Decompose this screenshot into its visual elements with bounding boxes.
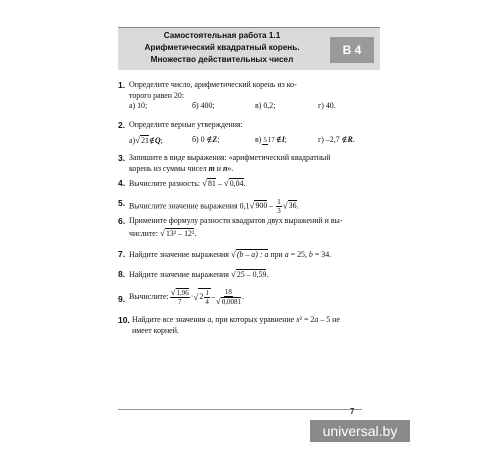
variant-badge: В 4 bbox=[330, 37, 374, 63]
task-body bbox=[129, 178, 380, 190]
task-body bbox=[129, 249, 380, 261]
numerator: 1 bbox=[277, 198, 281, 206]
task-number: 2. bbox=[118, 120, 126, 130]
punct: ; bbox=[217, 135, 220, 144]
denominator: 17 bbox=[267, 135, 275, 144]
set-symbol: R bbox=[347, 135, 353, 144]
task-body bbox=[129, 269, 380, 281]
text-part: = 34. bbox=[312, 250, 332, 259]
text-part: – 5 не bbox=[318, 315, 340, 324]
numerator: 18 bbox=[224, 288, 232, 296]
sqrt-sign: √ bbox=[249, 200, 255, 211]
task-text: Запишите в виде выражения: «арифметический квадратный bbox=[129, 153, 331, 162]
radicand bbox=[198, 288, 210, 306]
text-part: ² = 2 bbox=[299, 315, 315, 324]
task-text: Вычислите значение выражения 0,1 bbox=[129, 201, 250, 211]
task-text: Примените формулу разности квадратов двух выражений и вы- bbox=[129, 216, 343, 225]
task-number: 6. bbox=[118, 216, 126, 226]
task-text bbox=[129, 228, 380, 240]
page-number: 7 bbox=[350, 407, 355, 416]
denominator: 4 bbox=[205, 298, 209, 306]
task-text: торого равен 20: bbox=[129, 90, 185, 100]
fraction bbox=[216, 288, 241, 306]
sqrt-sign: √ bbox=[193, 291, 199, 302]
task-text: Найдите значение выражения bbox=[129, 250, 231, 259]
fraction bbox=[276, 198, 282, 215]
header-line: Арифметический квадратный корень. bbox=[144, 43, 300, 52]
punct: . bbox=[352, 135, 355, 144]
numerator bbox=[170, 288, 190, 298]
radicand: 900 bbox=[255, 201, 268, 211]
fraction bbox=[170, 288, 190, 306]
punct: ; bbox=[160, 135, 163, 145]
radicand: 1,96 bbox=[176, 289, 189, 297]
task-body bbox=[129, 120, 380, 146]
text-part: при bbox=[268, 250, 285, 259]
denominator bbox=[216, 297, 241, 306]
denominator: 7 bbox=[177, 298, 182, 306]
text-part: Найдите все значения bbox=[132, 315, 208, 324]
variable: n bbox=[222, 163, 228, 173]
sqrt-sign: √ bbox=[230, 249, 236, 259]
worksheet-header bbox=[118, 27, 380, 70]
task-number: 5. bbox=[118, 198, 126, 208]
option-a bbox=[129, 135, 192, 147]
variable: m bbox=[208, 163, 215, 173]
punct: . bbox=[296, 201, 299, 211]
numerator: 1 bbox=[205, 289, 209, 297]
fraction bbox=[204, 289, 210, 306]
task-options bbox=[129, 135, 380, 147]
punct: . bbox=[266, 270, 269, 279]
task-number: 10. bbox=[118, 315, 130, 325]
denominator: 3 bbox=[277, 207, 281, 215]
whole-part: 2 bbox=[199, 292, 204, 302]
header-title bbox=[118, 30, 326, 66]
option-b bbox=[192, 135, 255, 146]
variable: a bbox=[314, 315, 319, 324]
option-c: в) 0,2; bbox=[255, 101, 276, 110]
option-text: г) –2,7 ∉ bbox=[318, 135, 348, 144]
variable: x bbox=[296, 315, 300, 324]
text-part: , при которых уравнение bbox=[211, 315, 297, 324]
text-part: числите: bbox=[129, 228, 160, 238]
task-text bbox=[132, 315, 380, 326]
sqrt-sign: √ bbox=[202, 178, 207, 188]
task-text bbox=[129, 164, 380, 175]
sqrt-sign: √ bbox=[170, 287, 176, 297]
symbol: ∉ bbox=[148, 135, 155, 145]
task-number: 8. bbox=[118, 269, 126, 279]
footer-divider bbox=[118, 409, 362, 410]
task-text: Вычислите: bbox=[129, 291, 169, 301]
option-d: г) 40. bbox=[318, 101, 336, 110]
sqrt-sign: √ bbox=[159, 227, 165, 238]
task-number: 4. bbox=[118, 178, 126, 188]
option-b: б) 400; bbox=[192, 101, 215, 110]
text-part: = 25, bbox=[288, 250, 309, 259]
sqrt-sign: √ bbox=[223, 178, 229, 188]
task-body bbox=[132, 315, 380, 336]
option-d bbox=[318, 135, 378, 146]
variable: b bbox=[308, 250, 313, 259]
option-c bbox=[255, 135, 318, 146]
punct: . bbox=[194, 228, 197, 238]
sqrt-sign: √ bbox=[215, 296, 221, 306]
task-options bbox=[129, 101, 380, 112]
sqrt-sign: √ bbox=[230, 269, 236, 279]
radicand: 81 bbox=[207, 179, 216, 188]
fraction bbox=[262, 136, 275, 145]
option-label: а) bbox=[129, 135, 136, 145]
text-part: ». bbox=[227, 163, 234, 173]
variable: a bbox=[284, 250, 289, 259]
task-body bbox=[129, 288, 380, 306]
punct: . bbox=[241, 291, 244, 301]
operator: – bbox=[267, 201, 276, 211]
sqrt-sign: √ bbox=[282, 200, 288, 211]
task-text: Определите число, арифметический корень из ко- bbox=[129, 80, 297, 89]
radicand: (b – a) : a bbox=[236, 250, 269, 259]
text-part: и bbox=[214, 163, 223, 173]
task-text: имеет корней. bbox=[132, 325, 179, 335]
radicand: 0,0081 bbox=[221, 298, 241, 306]
operator: – bbox=[215, 179, 224, 188]
option-text: б) 0 ∉ bbox=[192, 135, 213, 144]
radicand: 21 bbox=[141, 135, 149, 145]
task-number: 3. bbox=[118, 153, 126, 163]
text-part: корень из суммы чисел bbox=[129, 163, 209, 173]
radicand: 0,04 bbox=[229, 179, 244, 188]
variable: a bbox=[207, 315, 212, 324]
set-symbol: Z bbox=[212, 135, 218, 144]
radicand: 25 – 0,59 bbox=[236, 270, 267, 279]
task-body bbox=[129, 80, 380, 112]
operator: · bbox=[190, 291, 194, 301]
header-line: Самостоятельная работа 1.1 bbox=[163, 31, 281, 40]
task-text: Вычислите разность: bbox=[129, 179, 202, 188]
task-number: 9. bbox=[118, 294, 126, 304]
option-label: в) bbox=[255, 135, 262, 144]
set-symbol: I bbox=[281, 135, 285, 144]
header-line: Множество действительных чисел bbox=[150, 55, 294, 64]
radicand: 13² – 12² bbox=[165, 228, 195, 238]
task-text: Найдите значение выражения bbox=[129, 270, 231, 279]
radicand: 36 bbox=[288, 201, 297, 211]
symbol: ∉ bbox=[275, 135, 282, 144]
task-body bbox=[129, 216, 380, 239]
watermark: universal.by bbox=[310, 420, 410, 442]
sqrt-sign: √ bbox=[135, 134, 141, 145]
task-body bbox=[129, 198, 380, 215]
task-body bbox=[129, 153, 380, 174]
task-text: Определите верные утверждения: bbox=[129, 120, 243, 129]
numerator: 5 bbox=[263, 135, 267, 144]
set-symbol: Q bbox=[154, 135, 161, 145]
option-a: а) 10; bbox=[129, 101, 148, 110]
punct: . bbox=[243, 179, 246, 188]
task-number: 1. bbox=[118, 80, 126, 90]
task-number: 7. bbox=[118, 249, 126, 259]
operator: – bbox=[210, 291, 215, 301]
punct: ; bbox=[284, 135, 287, 144]
